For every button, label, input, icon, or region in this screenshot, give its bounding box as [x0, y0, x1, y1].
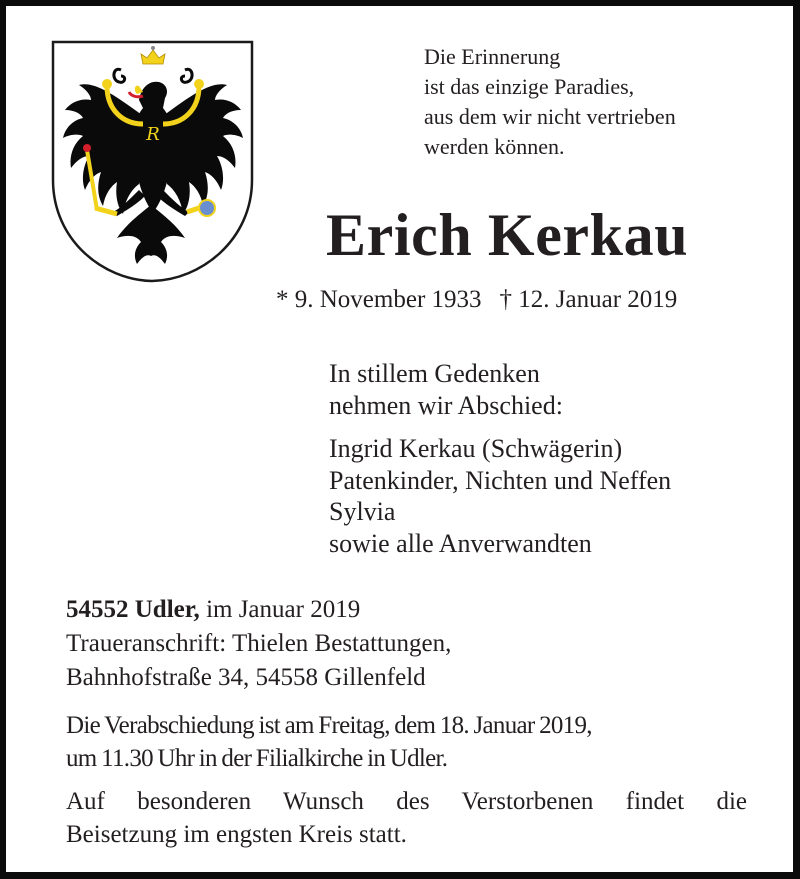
svg-text:R: R [146, 124, 160, 145]
farewell-line: Die Verabschiedung ist am Freitag, dem 18. Januar 2019, [66, 712, 592, 739]
quote-line: Die Erinnerung [424, 44, 561, 69]
memorial-quote [424, 42, 676, 162]
mourner-name: Ingrid Kerkau (Schwägerin) [329, 434, 623, 463]
farewell-line: um 11.30 Uhr in der Filialkirche in Udler. [66, 745, 448, 772]
life-dates [276, 285, 677, 315]
burial-line: Auf besonderen Wunsch des Verstorbenen findet die [66, 788, 747, 815]
burial-line: Beisetzung im engsten Kreis statt. [66, 821, 407, 848]
farewell-info [66, 709, 747, 775]
death-date: † 12. Januar 2019 [499, 286, 678, 313]
quote-line: aus dem wir nicht vertrieben [424, 104, 676, 129]
birth-date: * 9. November 1933 [276, 286, 482, 313]
place-and-address [66, 593, 451, 695]
burial-info [66, 785, 747, 851]
mourner-name: Sylvia [329, 497, 396, 526]
quote-line: ist das einzige Paradies, [424, 74, 635, 99]
intro-line: In stillem Gedenken [329, 359, 540, 388]
deceased-name: Erich Kerkau [326, 202, 689, 268]
mourner-name: Patenkinder, Nichten und Neffen [329, 465, 672, 495]
quote-line: werden können. [424, 134, 565, 159]
mourners-list [329, 433, 671, 559]
place-date-line [66, 593, 451, 627]
mourning-address-line: Traueranschrift: Thielen Bestattungen, [66, 630, 452, 657]
mourner-name: sowie alle Anverwandten [329, 528, 592, 558]
place: 54552 Udler, [66, 596, 200, 623]
mourning-address-street: Bahnhofstraße 34, 54558 Gillenfeld [66, 664, 426, 691]
prussian-eagle-coat-of-arms-icon [51, 40, 255, 284]
mourners-intro [329, 358, 563, 421]
intro-line: nehmen wir Abschied: [329, 390, 563, 420]
month-year: im Januar 2019 [199, 596, 361, 623]
